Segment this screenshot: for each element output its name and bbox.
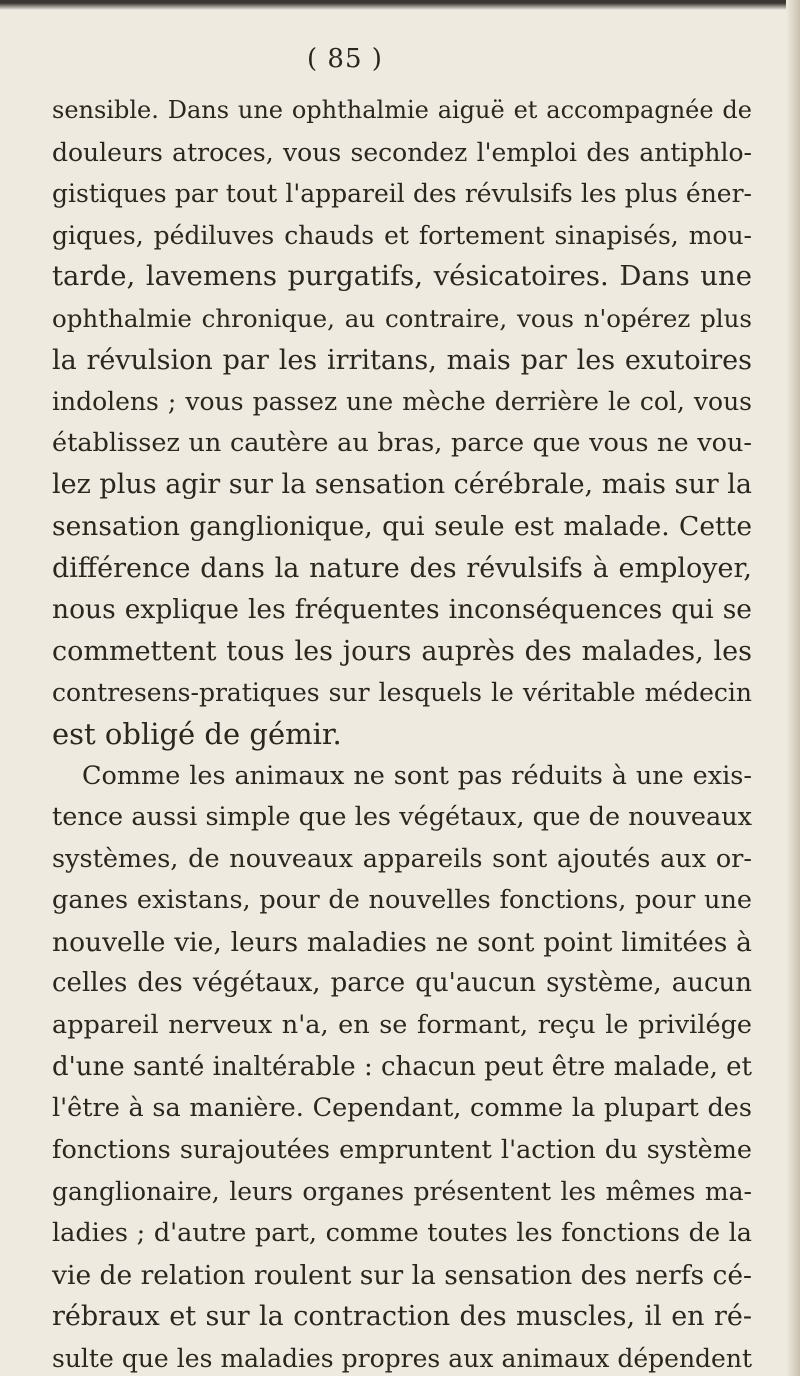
text-line: d'une santé inaltérable : chacun peut être malade, et	[52, 1051, 752, 1082]
text-line: nouvelle vie, leurs maladies ne sont point limitées à	[52, 926, 752, 958]
text-line: rébraux et sur la contraction des muscles, il en ré-	[52, 1301, 752, 1333]
text-line: ganglionaire, leurs organes présentent les mêmes ma-	[52, 1177, 752, 1207]
text-line: établissez un cautère au bras, parce que vous ne vou-	[52, 427, 752, 458]
page-binding-shadow	[786, 0, 800, 1376]
text-line: différence dans la nature des révulsifs à employer,	[52, 552, 752, 584]
text-line: vie de relation roulent sur la sensation des nerfs cé-	[52, 1259, 752, 1291]
text-line: lez plus agir sur la sensation cérébrale, mais sur la	[52, 469, 752, 501]
text-line: sulte que les maladies propres aux animaux dépendent	[52, 1343, 752, 1373]
text-line: tence aussi simple que les végétaux, que de nouveaux	[52, 802, 752, 833]
text-line: la révulsion par les irritans, mais par les exutoires	[52, 344, 752, 376]
text-line: gistiques par tout l'appareil des révulsifs les plus éner-	[52, 179, 752, 209]
page-top-edge	[0, 0, 800, 10]
text-line: ladies ; d'autre part, comme toutes les fonctions de la	[52, 1218, 752, 1249]
text-line: ophthalmie chronique, au contraire, vous n'opérez plus	[52, 303, 752, 333]
text-line: est obligé de gémir.	[52, 716, 342, 751]
paragraph-start: Comme les animaux ne sont pas réduits à une exis-	[82, 760, 752, 791]
page-number: ( 85 )	[307, 44, 383, 74]
text-line: fonctions surajoutées empruntent l'action du système	[52, 1134, 752, 1165]
text-line: ganes existans, pour de nouvelles fonctions, pour une	[52, 885, 752, 916]
text-line: giques, pédiluves chauds et fortement sinapisés, mou-	[52, 220, 752, 250]
text-line: celles des végétaux, parce qu'aucun système, aucun	[52, 968, 752, 999]
text-line: systèmes, de nouveaux appareils sont ajoutés aux or-	[52, 843, 752, 874]
body-text	[52, 90, 752, 1376]
text-line: commettent tous les jours auprès des malades, les	[52, 635, 752, 667]
text-line: douleurs atroces, vous secondez l'emploi des antiphlo-	[52, 137, 752, 167]
text-line: indolens ; vous passez une mèche derrière le col, vous	[52, 387, 752, 417]
text-line: sensation ganglionique, qui seule est malade. Cette	[52, 510, 752, 542]
text-line: nous explique les fréquentes inconséquences qui se	[52, 594, 752, 626]
text-line: l'être à sa manière. Cependant, comme la plupart des	[52, 1093, 752, 1124]
text-line: contresens-pratiques sur lesquels le véritable médecin	[52, 678, 752, 708]
text-line: tarde, lavemens purgatifs, vésicatoires. Dans une	[52, 260, 752, 293]
text-line: sensible. Dans une ophthalmie aiguë et accompagnée de	[52, 96, 752, 124]
text-line: appareil nerveux n'a, en se formant, reçu le privilége	[52, 1010, 752, 1041]
